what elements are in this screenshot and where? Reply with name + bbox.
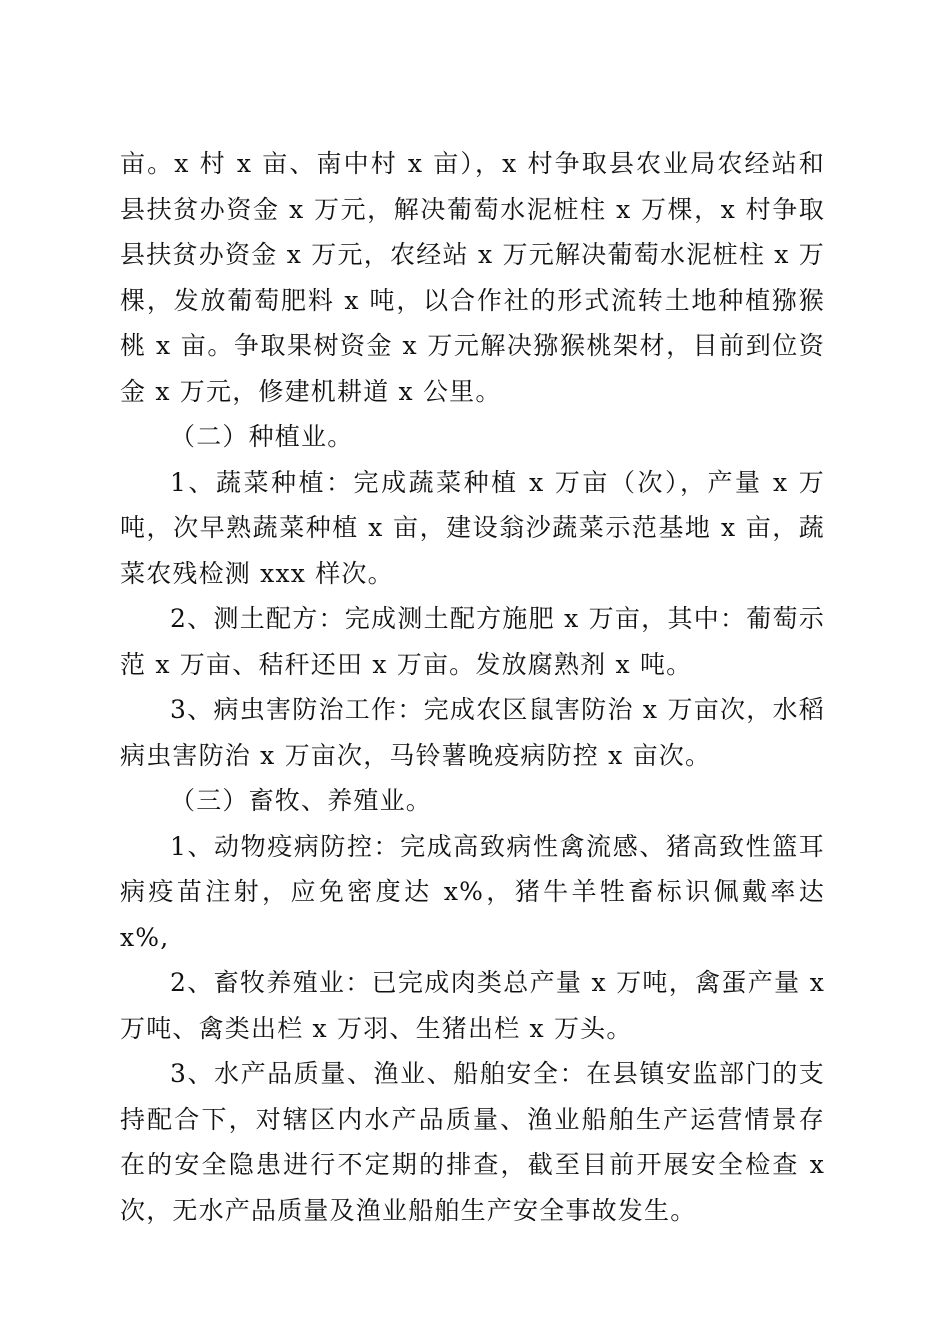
- paragraph-aquatic-safety: 3、水产品质量、渔业、船舶安全：在县镇安监部门的支持配合下，对辖区内水产品质量、渔业船舶生产运营情景存在的安全隐患进行不定期的排查，截至目前开展安全检查 x 次，无水产品质量及渔业船舶生产安全事故发生。: [120, 1059, 825, 1225]
- paragraph-pest-control: 3、病虫害防治工作：完成农区鼠害防治 x 万亩次，水稻病虫害防治 x 万亩次，马铃薯晚疫病防控 x 亩次。: [120, 695, 825, 770]
- section-heading-livestock: （三）畜牧、养殖业。: [170, 786, 433, 815]
- paragraph-vegetables: 1、蔬菜种植：完成蔬菜种植 x 万亩（次），产量 x 万吨，次早熟蔬菜种植 x 亩，建设翁沙蔬菜示范基地 x 亩，蔬菜农残检测 xxx 样次。: [120, 467, 825, 588]
- paragraph-disease-control: 1、动物疫病防控：完成高致病性禽流感、猪高致性篮耳病疫苗注射，应免密度达 x%，猪牛羊牲畜标识佩戴率达 x%,: [120, 831, 825, 952]
- section-heading-planting: （二）种植业。: [170, 422, 354, 451]
- paragraph-continuation: 亩。x 村 x 亩、南中村 x 亩），x 村争取县农业局农经站和县扶贫办资金 x 万元，解决葡萄水泥桩柱 x 万棵，x 村争取县扶贫办资金 x 万元，农经站 x 万元解决葡萄水泥桩柱 x 万棵，发放葡萄肥料 x 吨，以合作社的形式流转土地种植猕猴桃 x 亩。争取果树资金 x 万元解决猕猴桃架材，目前到位资金 x 万元，修建机耕道 x 公里。: [120, 149, 825, 406]
- paragraph-soil-testing: 2、测土配方：完成测土配方施肥 x 万亩，其中：葡萄示范 x 万亩、秸秆还田 x 万亩。发放腐熟剂 x 吨。: [120, 604, 825, 679]
- document-body: [120, 141, 825, 1233]
- paragraph-livestock-breeding: 2、畜牧养殖业：已完成肉类总产量 x 万吨，禽蛋产量 x 万吨、禽类出栏 x 万羽、生猪出栏 x 万头。: [120, 968, 825, 1043]
